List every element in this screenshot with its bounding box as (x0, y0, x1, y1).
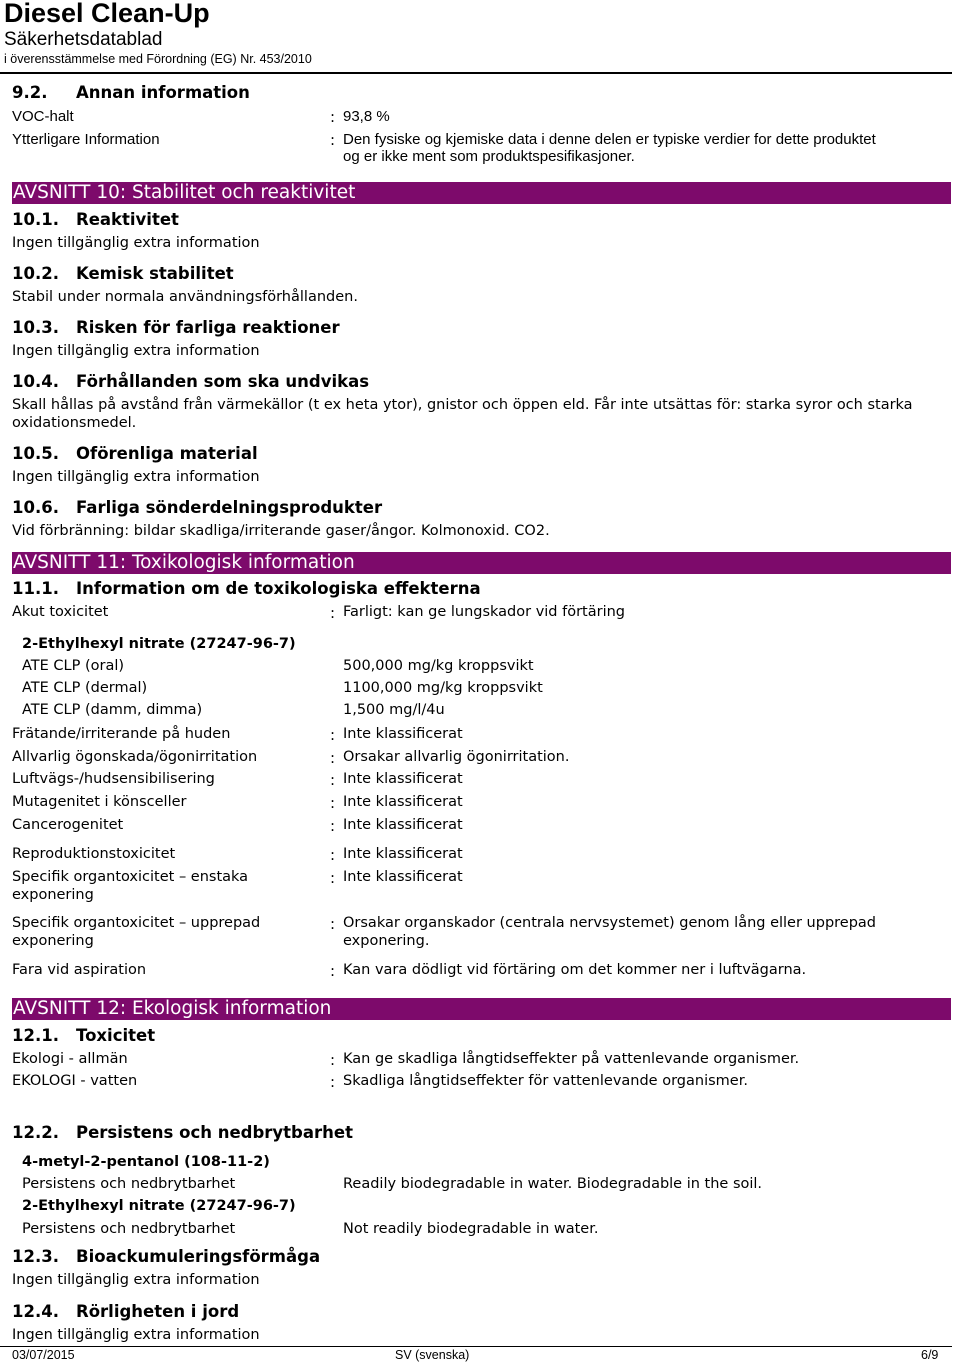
heading-12-4: 12.4. Rörligheten i jord (12, 1302, 240, 1321)
extra-info-label: Ytterligare Information (12, 131, 160, 148)
section-10-bar: AVSNITT 10: Stabilitet och reaktivitet (12, 182, 951, 204)
tox-row-label: Allvarlig ögonskada/ögonirritation (12, 749, 258, 765)
colon: : (330, 962, 336, 980)
document-type: Säkerhetsdatablad (4, 29, 163, 50)
persistence-value: Not readily biodegradable in water. (343, 1221, 599, 1237)
stot-re-value-line-2: exponering. (343, 933, 430, 949)
colon: : (330, 108, 336, 126)
stot-re-label-line-1: Specifik organtoxicitet – upprepad (12, 915, 261, 931)
stot-re-value-line-1: Orsakar organskador (centrala nervsystemet) genom lång eller upprepad (343, 915, 877, 931)
ate-value: 1100,000 mg/kg kroppsvikt (343, 680, 543, 696)
acute-toxicity-label: Akut toxicitet (12, 604, 109, 620)
heading-10-3: 10.3. Risken för farliga reaktioner (12, 318, 340, 337)
ate-label: ATE CLP (oral) (22, 658, 125, 674)
ate-label: ATE CLP (dermal) (22, 680, 148, 696)
colon: : (330, 794, 336, 812)
footer-page-number: 6/9 (921, 1348, 939, 1362)
heading-10-5: 10.5. Oförenliga material (12, 444, 258, 463)
acute-toxicity-value: Farligt: kan ge lungskador vid förtäring (343, 604, 626, 620)
extra-info-line-1: Den fysiske og kjemiske data i denne delen er typiske verdier for dette produktet (343, 131, 876, 148)
substance-heading: 2-Ethylhexyl nitrate (27247-96-7) (22, 1198, 296, 1214)
heading-10-4: 10.4. Förhållanden som ska undvikas (12, 372, 370, 391)
voc-value: 93,8 % (343, 108, 390, 125)
incompatible-text: Ingen tillgänglig extra information (12, 469, 260, 485)
colon: : (330, 869, 336, 887)
stability-text: Stabil under normala användningsförhållanden. (12, 289, 358, 305)
header-divider (0, 72, 952, 74)
stot-se-value: Inte klassificerat (343, 869, 463, 885)
heading-11-1: 11.1. Information om de toxikologiska effekterna (12, 579, 481, 598)
persistence-label: Persistens och nedbrytbarhet (22, 1221, 236, 1237)
colon: : (330, 846, 336, 864)
persistence-value: Readily biodegradable in water. Biodegradable in the soil. (343, 1176, 763, 1192)
colon: : (330, 726, 336, 744)
stot-se-label-line-2: exponering (12, 887, 94, 903)
reactivity-text: Ingen tillgänglig extra information (12, 235, 260, 251)
hazardous-reactions-text: Ingen tillgänglig extra information (12, 343, 260, 359)
ate-value: 1,500 mg/l/4u (343, 702, 445, 718)
heading-12-1: 12.1. Toxicitet (12, 1026, 156, 1045)
colon: : (330, 915, 336, 933)
section-12-bar: AVSNITT 12: Ekologisk information (12, 998, 951, 1020)
heading-12-2: 12.2. Persistens och nedbrytbarhet (12, 1123, 353, 1142)
colon: : (330, 817, 336, 835)
tox-row-value: Orsakar allvarlig ögonirritation. (343, 749, 570, 765)
heading-10-2: 10.2. Kemisk stabilitet (12, 264, 234, 283)
tox-row-label: Luftvägs-/hudsensibilisering (12, 771, 215, 787)
tox-row-label: Mutagenitet i könsceller (12, 794, 187, 810)
heading-12-3: 12.3. Bioackumuleringsförmåga (12, 1247, 321, 1266)
colon: : (330, 771, 336, 789)
heading-10-6: 10.6. Farliga sönderdelningsprodukter (12, 498, 383, 517)
tox-row-label: Cancerogenitet (12, 817, 124, 833)
stot-se-label-line-1: Specifik organtoxicitet – enstaka (12, 869, 249, 885)
tox-row-label: Frätande/irriterande på huden (12, 726, 231, 742)
voc-label: VOC-halt (12, 108, 74, 125)
extra-info-line-2: og er ikke ment som produktspesifikasjoner. (343, 148, 635, 165)
decomposition-text: Vid förbränning: bildar skadliga/irriterande gaser/ångor. Kolmonoxid. CO2. (12, 523, 550, 539)
persistence-label: Persistens och nedbrytbarhet (22, 1176, 236, 1192)
tox-row-value: Inte klassificerat (343, 794, 463, 810)
tox-row-value: Inte klassificerat (343, 817, 463, 833)
heading-9-2: 9.2. Annan information (12, 83, 250, 102)
conditions-line-2: oxidationsmedel. (12, 415, 137, 431)
tox-row-value: Inte klassificerat (343, 726, 463, 742)
heading-10-1: 10.1. Reaktivitet (12, 210, 179, 229)
eco-water-value: Skadliga långtidseffekter för vattenlevande organismer. (343, 1073, 748, 1089)
substance-heading: 2-Ethylhexyl nitrate (27247-96-7) (22, 636, 296, 652)
eco-general-label: Ekologi - allmän (12, 1051, 128, 1067)
footer-language: SV (svenska) (395, 1348, 470, 1362)
stot-re-label-line-2: exponering (12, 933, 94, 949)
colon: : (330, 604, 336, 622)
eco-water-label: EKOLOGI - vatten (12, 1073, 138, 1089)
tox-row-value: Inte klassificerat (343, 771, 463, 787)
eco-general-value: Kan ge skadliga långtidseffekter på vattenlevande organismer. (343, 1051, 800, 1067)
footer-divider (0, 1346, 952, 1347)
colon: : (330, 1073, 336, 1091)
ate-value: 500,000 mg/kg kroppsvikt (343, 658, 534, 674)
section-11-bar: AVSNITT 11: Toxikologisk information (12, 552, 951, 574)
substance-heading: 4-metyl-2-pentanol (108-11-2) (22, 1154, 270, 1170)
colon: : (330, 131, 336, 149)
footer-date: 03/07/2015 (12, 1348, 75, 1362)
product-title: Diesel Clean-Up (4, 0, 210, 28)
colon: : (330, 1051, 336, 1069)
ate-label: ATE CLP (damm, dimma) (22, 702, 203, 718)
aspiration-value: Kan vara dödligt vid förtäring om det kommer ner i luftvägarna. (343, 962, 807, 978)
colon: : (330, 749, 336, 767)
tox-row-label: Reproduktionstoxicitet (12, 846, 176, 862)
regulation-note: i överensstämmelse med Förordning (EG) Nr. 453/2010 (4, 52, 312, 66)
mobility-text: Ingen tillgänglig extra information (12, 1327, 260, 1343)
conditions-line-1: Skall hållas på avstånd från värmekällor (t ex heta ytor), gnistor och öppen eld. Får inte utsättas för: starka syror och starka (12, 397, 913, 413)
aspiration-label: Fara vid aspiration (12, 962, 147, 978)
bioaccumulation-text: Ingen tillgänglig extra information (12, 1272, 260, 1288)
tox-row-value: Inte klassificerat (343, 846, 463, 862)
